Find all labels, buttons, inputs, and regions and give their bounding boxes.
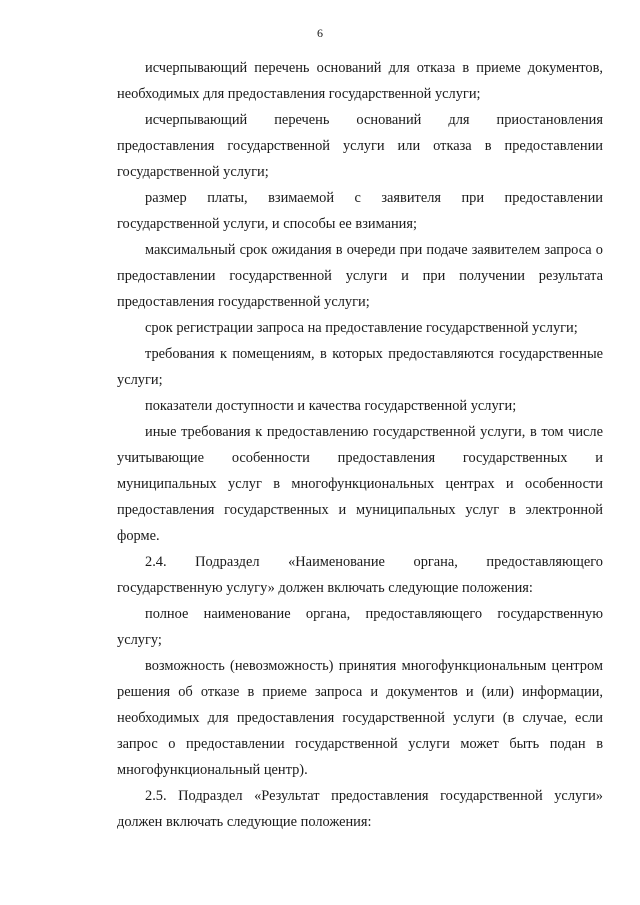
paragraph-other-requirements: иные требования к предоставлению государственной услуги, в том числе учитывающие особенности предоставления государственных и муниципальных услуг в многофункциональных центрах и особенности предоставления государственных и муниципальных услуг в электронной форме. [117,424,603,544]
paragraph-section-2-4: 2.4. Подраздел «Наименование органа, предоставляющего государственную услугу» должен включать следующие положения: [117,554,603,596]
paragraph-premises: требования к помещениям, в которых предоставляются государственные услуги; [117,346,603,388]
paragraph-mfc-decision: возможность (невозможность) принятия многофункциональным центром решения об отказе в приеме запроса и документов и (или) информации, необходимых для предоставления государственной услуги (в случае, если запрос о предоставлении государственной услуги может быть подан в многофункциональный центр). [117,658,603,778]
paragraph-full-name: полное наименование органа, предоставляющего государственную услугу; [117,606,603,648]
document-body [117,55,603,835]
paragraph-queue-time: максимальный срок ожидания в очереди при подаче заявителем запроса о предоставлении государственной услуги и при получении результата предоставления государственной услуги; [117,242,603,310]
paragraph-accessibility: показатели доступности и качества государственной услуги; [145,398,517,414]
page-number: 6 [317,26,323,40]
paragraph-section-2-5: 2.5. Подраздел «Результат предоставления государственной услуги» должен включать следующие положения: [117,788,603,830]
paragraph-suspension-grounds: исчерпывающий перечень оснований для приостановления предоставления государственной услуги или отказа в предоставлении государственной услуги; [117,112,603,180]
paragraph-refusal-grounds: исчерпывающий перечень оснований для отказа в приеме документов, необходимых для предоставления государственной услуги; [117,60,603,102]
paragraph-registration-term: срок регистрации запроса на предоставление государственной услуги; [145,320,578,336]
paragraph-fee: размер платы, взимаемой с заявителя при предоставлении государственной услуги, и способы ее взимания; [117,190,603,232]
